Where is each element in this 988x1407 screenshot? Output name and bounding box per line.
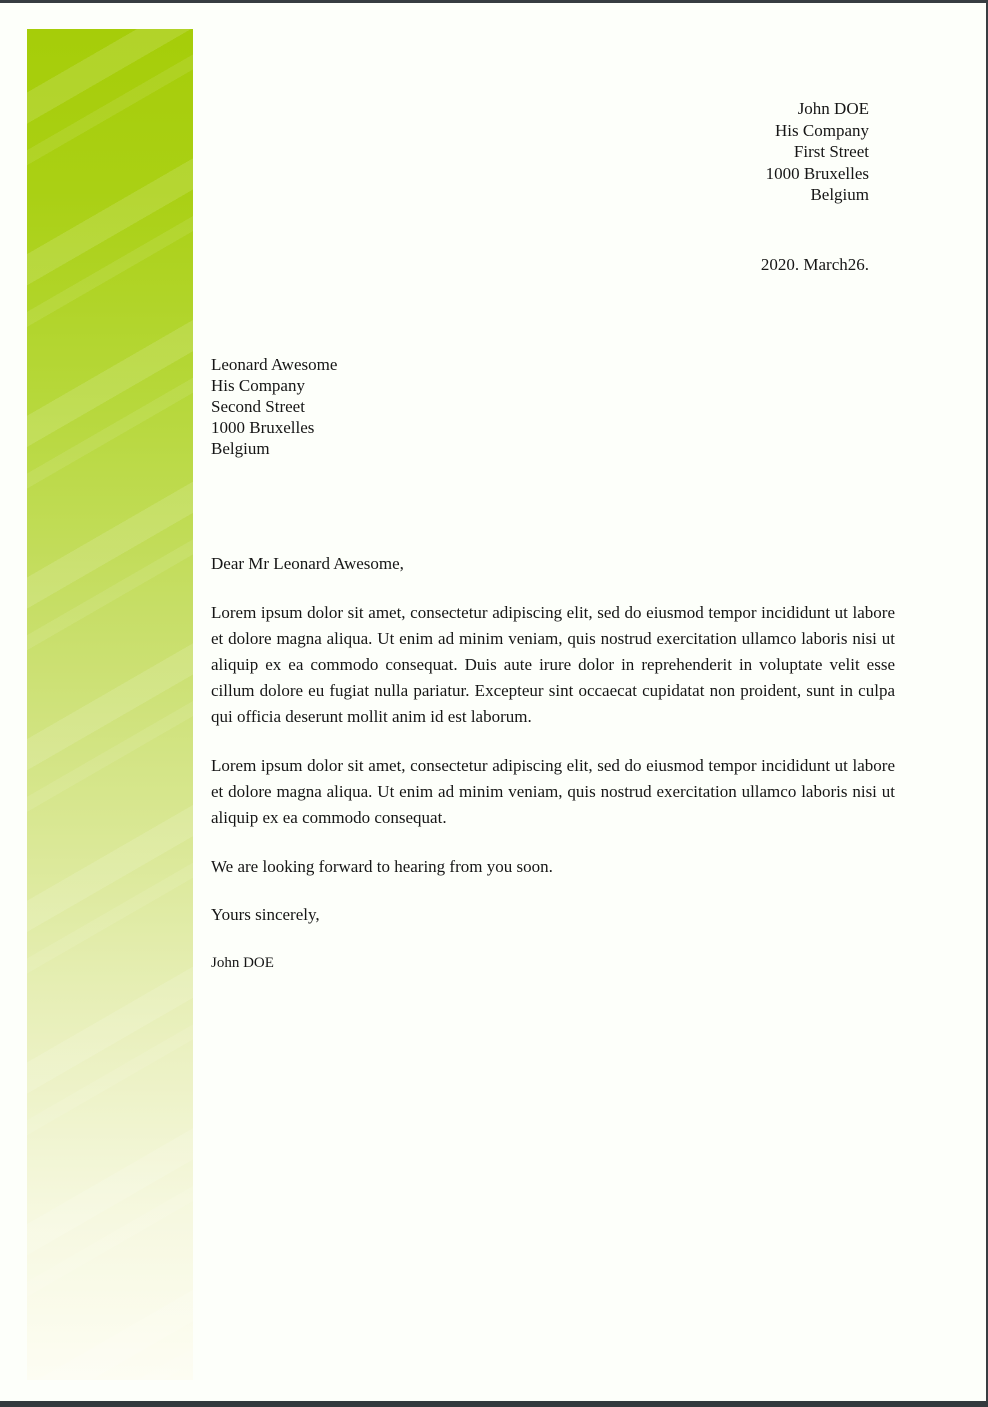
valediction: Yours sincerely, xyxy=(211,905,320,924)
signature-name: John DOE xyxy=(211,955,274,971)
salutation: Dear Mr Leonard Awesome, xyxy=(211,554,404,573)
letter-date: 2020. March26. xyxy=(760,255,869,274)
closing-line: We are looking forward to hearing from you soon. xyxy=(211,857,553,876)
recipient-company: His Company xyxy=(211,376,305,395)
page-top-border xyxy=(0,0,988,3)
sender-city: 1000 Bruxelles xyxy=(765,163,869,183)
page-bottom-border xyxy=(0,1401,988,1407)
recipient-country: Belgium xyxy=(211,439,270,458)
recipient-street: Second Street xyxy=(211,397,305,416)
sender-name: John DOE xyxy=(797,99,869,118)
recipient-name: Leonard Awesome xyxy=(211,355,338,374)
letter-body xyxy=(211,551,895,976)
body-paragraph-2: Lorem ipsum dolor sit amet, consectetur adipiscing elit, sed do eiusmod tempor incididunt ut labore et dolore magna aliqua. Ut enim ad minim veniam, quis nostrud exercitation ullamco laboris nisi ut aliquip ex ea commodo consequat. xyxy=(211,756,895,827)
recipient-address-block xyxy=(211,354,711,459)
body-paragraph-1: Lorem ipsum dolor sit amet, consectetur adipiscing elit, sed do eiusmod tempor incididunt ut labore et dolore magna aliqua. Ut enim ad minim veniam, quis nostrud exercitation ullamco laboris nisi ut aliquip ex ea commodo consequat. Duis aute irure dolor in reprehenderit in voluptate velit esse cillum dolore eu fugiat nulla pariatur. Excepteur sint occaecat cupidatat non proident, sunt in culpa qui officia deserunt mollit anim id est laborum. xyxy=(211,603,895,726)
sender-company: His Company xyxy=(775,120,869,140)
sender-country: Belgium xyxy=(810,185,869,204)
recipient-city: 1000 Bruxelles xyxy=(211,418,315,437)
green-accent-bar xyxy=(27,29,193,1380)
sender-street: First Street xyxy=(793,142,869,161)
sender-address-block xyxy=(211,98,869,206)
